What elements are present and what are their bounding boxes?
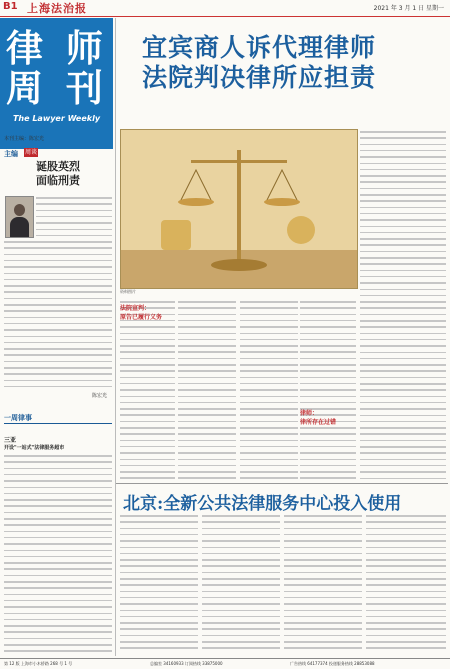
lawyer-weekly-masthead [0,18,113,149]
masthead-subtitle: The Lawyer Weekly [12,114,101,123]
second-text-block [284,514,362,654]
column-label: 主编 [4,150,18,158]
lead-headline [142,33,376,93]
subhead-lawyer-detail: 律所存在过错 [300,419,337,426]
masthead-title [6,28,108,108]
second-headline: 北京:全新公共法律服务中心投入使用 [123,494,402,514]
second-text-block [120,514,198,654]
masthead-title-line1: 律 师 [6,26,108,70]
weekly-text-block [4,454,112,654]
lead-headline-line1: 宜宾商人诉代理律师 [142,33,377,62]
column-divider [115,18,116,656]
footer-hotlines: 广告热线 64177374 投递服务热线 28853088 [290,661,375,666]
second-text-block [366,514,446,654]
subhead-court-detail: 原告已履行义务 [120,314,163,321]
author-portrait [5,196,34,238]
footer-address: 第 12 版 上海市小木桥路 268 号 1 号 [4,661,73,666]
column-badge: 周谈 [24,149,37,156]
column-title-line2: 面临刑责 [36,174,80,187]
page-header [0,0,450,17]
column-text-block [36,196,112,238]
section-number: B1 [3,1,18,12]
footer-contacts: 总编室 34160933 订阅热线 33875000 [150,661,223,666]
divider [4,423,112,424]
column-title-line1: 诞股英烈 [36,160,80,173]
second-text-block [202,514,280,654]
lead-photo [120,129,358,289]
editor-credit: 本刊主编：陈宏光 [4,136,45,142]
column-text-block [4,240,112,390]
scales-of-justice-illustration [121,130,357,288]
page-footer [0,658,450,669]
lead-text-block [300,300,356,480]
lead-headline-line2: 法院判决律所应担责 [142,63,377,92]
column-title [4,160,112,188]
lead-text-block [360,130,446,480]
masthead-title-line2: 周 刊 [6,66,108,110]
divider [116,483,448,484]
lead-text-block [120,300,175,480]
lead-text-block [240,300,298,480]
newspaper-brand: 上海法治报 [27,2,87,15]
weekly-title: 一周律事 [4,414,32,422]
issue-date: 2021 年 3 月 1 日 星期一 [373,5,444,12]
subhead-court: 法院宣判： [120,305,151,312]
weekly-item-title: 三亚 [4,437,17,444]
weekly-item-sub: 开设"一站式"法律服务超市 [4,445,65,451]
photo-caption: 资料图片 [120,289,136,294]
column-signature: 陈宏光 [92,393,108,399]
subhead-lawyer: 律师： [300,410,319,417]
lead-text-block [178,300,236,480]
